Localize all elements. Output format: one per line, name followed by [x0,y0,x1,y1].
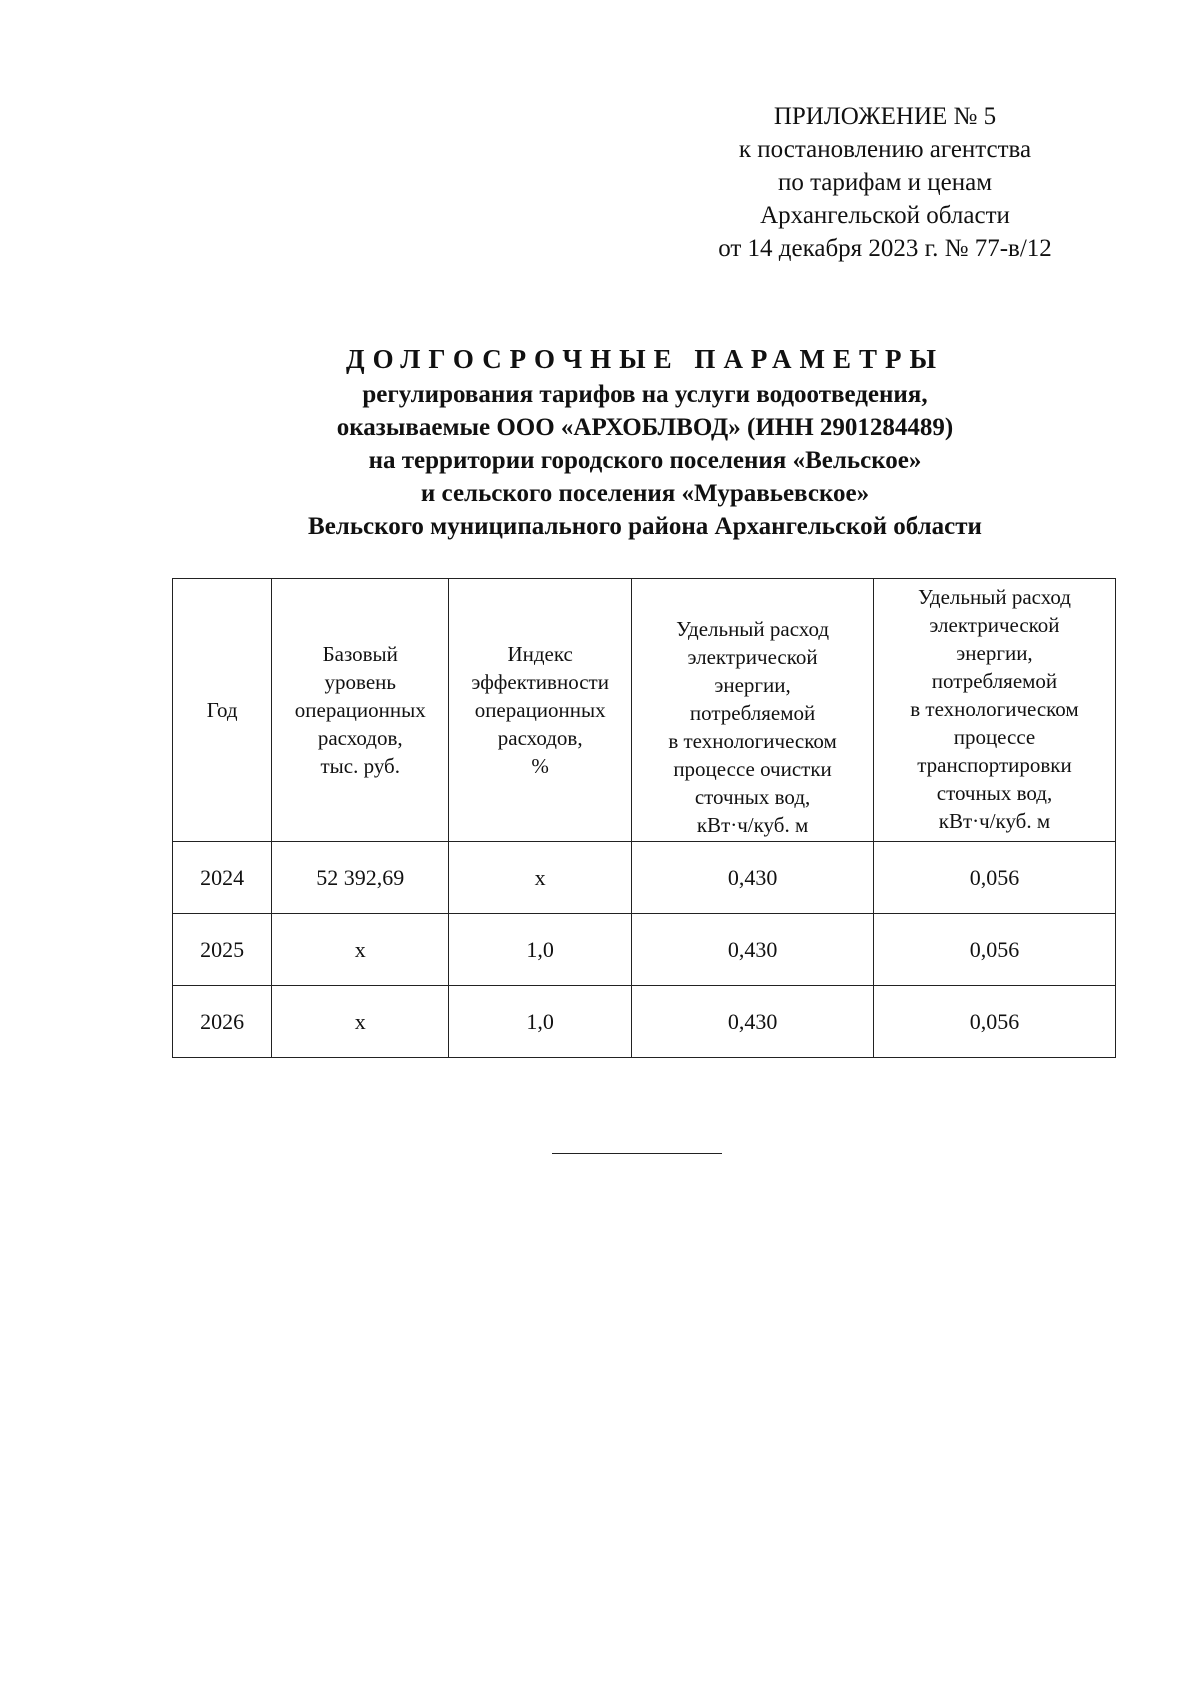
header-line: сточных вод, [936,781,1053,805]
header-line: в технологическом [668,729,837,753]
cell-base-level: 52 392,69 [272,842,449,914]
header-line: процессе [953,725,1036,749]
header-line: Удельный расход [918,585,1071,609]
table-row [173,914,1116,986]
header-line: расходов, [497,726,583,750]
header-year [173,579,272,842]
appendix-line: по тарифам и ценам [777,169,993,196]
header-line: электрической [929,613,1060,637]
table-row [173,842,1116,914]
cell-year: 2025 [173,914,272,986]
header-line: кВт·ч/куб. м [696,813,809,837]
cell-energy-transport: 0,056 [873,914,1115,986]
header-energy-transport [873,579,1115,842]
end-divider [552,1153,722,1154]
header-line: электрической [687,645,818,669]
parameters-table [172,578,1116,1058]
table-body [173,842,1116,1058]
header-line: % [531,754,549,778]
header-line: энергии, [714,673,791,697]
appendix-line: Архангельской области [760,202,1010,229]
cell-efficiency-index: 1,0 [449,914,632,986]
title-line: и сельского поселения «Муравьевское» [420,480,870,507]
header-line: операционных [294,698,426,722]
header-line: расходов, [317,726,403,750]
header-line: уровень [324,670,396,694]
appendix-line: к постановлению агентства [738,136,1032,163]
cell-year: 2026 [173,986,272,1058]
header-base-level [272,579,449,842]
cell-energy-cleaning: 0,430 [632,842,874,914]
header-line: кВт·ч/куб. м [938,809,1051,833]
cell-energy-transport: 0,056 [873,986,1115,1058]
header-line: транспортировки [917,753,1072,777]
header-line: Год [206,698,238,722]
cell-energy-cleaning: 0,430 [632,986,874,1058]
appendix-line: ПРИЛОЖЕНИЕ № 5 [773,103,997,130]
title-line: Вельского муниципального района Архангельской области [308,513,982,540]
header-line: энергии, [956,641,1033,665]
header-line: сточных вод, [694,785,811,809]
header-line: эффективности [471,670,609,694]
cell-efficiency-index: х [449,842,632,914]
header-line: потребляемой [931,669,1058,693]
header-row [173,579,1116,842]
header-line: Удельный расход [676,617,830,641]
cell-energy-transport: 0,056 [873,842,1115,914]
header-line: операционных [474,698,606,722]
cell-base-level: х [272,986,449,1058]
cell-energy-cleaning: 0,430 [632,914,874,986]
title-line: оказываемые ООО «АРХОБЛВОД» (ИНН 2901284489) [336,414,954,441]
appendix-line: от 14 декабря 2023 г. № 77-в/12 [718,235,1052,262]
header-line: Базовый [322,642,398,666]
document-title [140,343,1150,543]
appendix-block [690,100,1080,265]
header-energy-cleaning [632,579,874,842]
title-line: регулирования тарифов на услуги водоотведения, [362,381,928,408]
table-header [173,579,1116,842]
header-efficiency-index [449,579,632,842]
title-heading: ДОЛГОСРОЧНЫЕ ПАРАМЕТРЫ [346,344,944,374]
cell-year: 2024 [173,842,272,914]
header-line: потребляемой [689,701,816,725]
header-line: Индекс [507,642,573,666]
header-line: в технологическом [910,697,1079,721]
cell-efficiency-index: 1,0 [449,986,632,1058]
cell-base-level: х [272,914,449,986]
header-line: процессе очистки [673,757,832,781]
header-line: тыс. руб. [320,754,400,778]
title-line: на территории городского поселения «Вельское» [368,447,922,474]
table-row [173,986,1116,1058]
